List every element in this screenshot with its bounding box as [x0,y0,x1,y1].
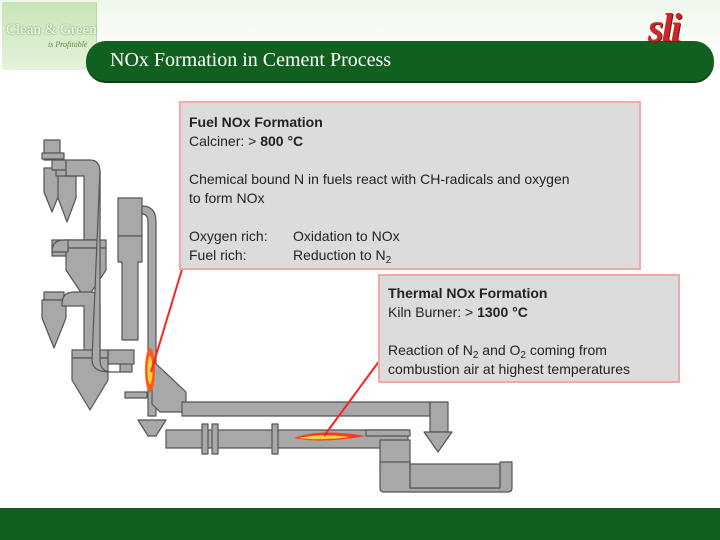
kiln-tyre-1 [202,424,208,454]
fuel-rich-effect [293,246,391,265]
stage4-cone [72,358,108,410]
kiln-tyre-2 [212,424,218,454]
fuel-location-label: Calciner: > [189,133,261,149]
top-cyclone-cone-b [58,174,76,222]
thermal-nox-heading: Thermal NOx Formation [388,285,548,301]
fuel-location-value: 800 °C [260,133,304,149]
reaction-suffix: coming from [525,342,607,358]
reaction-sub-o2: 2 [520,350,526,361]
thermal-nox-box [378,274,680,383]
tertiary-air-duct [182,402,430,416]
thermal-location-value: 1300 °C [477,304,528,320]
thermal-location-label: Kiln Burner: > [388,304,478,320]
sli-brand-logo: sli [648,5,680,50]
fuel-nox-location [189,132,303,151]
thermal-nox-pointer-arrow [324,360,380,436]
burner-pipe [366,430,410,436]
calciner-foot [125,392,147,398]
fuel-description-line-2: to form NOx [189,190,265,206]
thermal-nox-location [388,303,528,322]
kiln-tyre-3 [272,424,278,454]
kiln-hood-hopper [424,432,452,452]
fuel-rich-label: Fuel rich: [189,247,247,263]
riser-bottom-duct [108,350,134,364]
cooler-grate [410,464,500,488]
footer-bar [0,508,720,540]
oxygen-rich-label: Oxygen rich: [189,228,268,244]
reaction-mid: and O [478,342,521,358]
calciner-column [118,236,142,340]
stage3-cone-left [42,300,66,348]
fuel-nox-heading: Fuel NOx Formation [189,114,323,130]
fuel-description-line-1: Chemical bound N in fuels react with CH-radicals and oxygen [189,171,570,187]
top-duct-a [52,160,66,170]
calciner-top [118,198,142,236]
tertiary-duct-elbow [430,402,448,432]
thermal-reaction-line-2: combustion air at highest temperatures [388,361,631,377]
logo-main-text: Clean & Green [6,22,97,38]
slide-title: NOx Formation in Cement Process [110,49,392,71]
thermal-reaction-line-1 [388,341,607,360]
oxygen-rich-effect: Oxidation to NOx [293,228,400,244]
kiln-inlet-chute [152,360,186,412]
fuel-nox-box [179,101,641,270]
stage4-cap [72,350,108,358]
logo-tagline-text: is Profitable [48,40,88,49]
reaction-sub-n2: 2 [472,350,479,361]
top-cyclone-cap-a [42,153,64,159]
stage3-cap [44,292,64,300]
fuel-rich-effect-text: Reduction to N [293,247,386,263]
kiln-inlet-hopper [138,420,166,436]
fuel-rich-effect-sub: 2 [385,255,392,266]
reaction-prefix: Reaction of N [388,342,473,358]
